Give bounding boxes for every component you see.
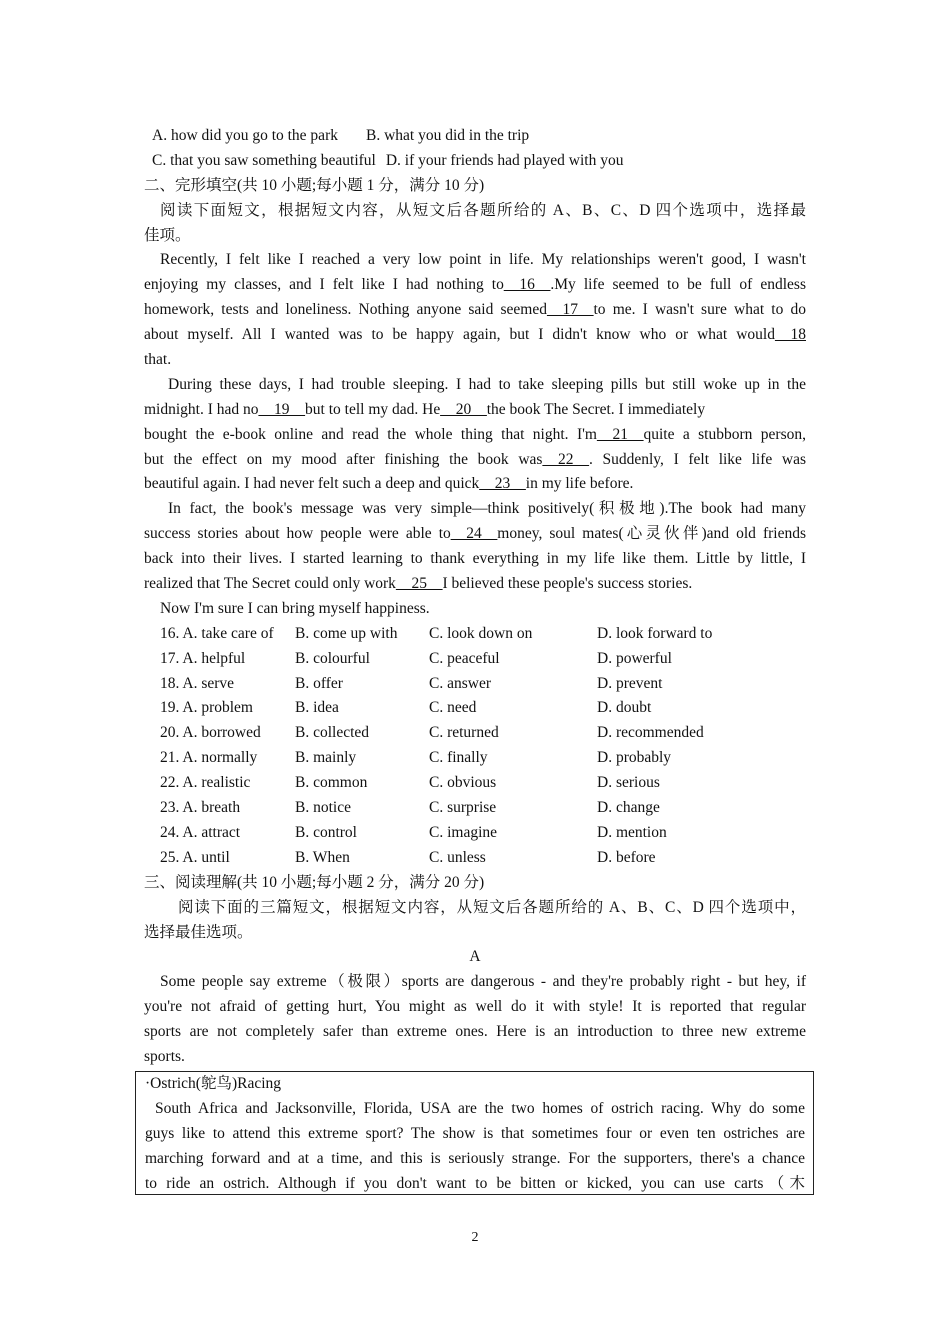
question-row xyxy=(144,746,806,771)
option-d: D. doubt xyxy=(597,699,652,717)
passage-label: A xyxy=(469,948,481,966)
blank-16: __16__ xyxy=(503,276,551,294)
text: beautiful again. I had never felt such a deep and quick xyxy=(144,475,480,493)
passage-line xyxy=(144,522,806,547)
intro-line: Some people say extreme（极限）sports are dangerous - and they're probably right - but hey, if xyxy=(160,973,806,991)
passage-line xyxy=(144,448,806,473)
section3-instruction-cont: 选择最佳选项。 xyxy=(144,923,253,941)
question-row xyxy=(144,821,806,846)
intro-line: sports. xyxy=(144,1047,185,1065)
option-d: D. before xyxy=(597,848,656,866)
option-a: 20. A. borrowed xyxy=(160,724,261,742)
option-d: D. if your friends had played with you xyxy=(385,151,624,169)
blank-19: __19__ xyxy=(258,400,306,418)
passage-line xyxy=(144,472,806,497)
passage-line xyxy=(144,398,806,423)
question-row xyxy=(144,696,806,721)
passage-line xyxy=(144,298,806,323)
box-line: guys like to attend this extreme sport? The show is that sometimes four or even ten ostriches are xyxy=(145,1124,805,1142)
passage-line xyxy=(144,273,806,298)
option-c: C. answer xyxy=(429,674,491,692)
option-a: 21. A. normally xyxy=(160,749,258,767)
option-b: B. mainly xyxy=(295,749,357,767)
blank-17: __17__ xyxy=(547,301,594,319)
option-c: C. imagine xyxy=(429,823,498,841)
option-d: D. powerful xyxy=(597,649,672,667)
text: quite a stubborn person, xyxy=(643,425,806,443)
option-c: C. peaceful xyxy=(429,649,500,667)
text: midnight. I had no xyxy=(144,400,259,418)
option-a: 19. A. problem xyxy=(160,699,253,717)
option-b: B. colourful xyxy=(295,649,370,667)
text: homework, tests and loneliness. Nothing anyone said seemed xyxy=(144,301,547,319)
question-row xyxy=(144,846,806,871)
section2-instruction-cont: 佳项。 xyxy=(144,226,191,244)
option-d: D. change xyxy=(597,799,660,817)
exam-page xyxy=(144,124,806,1070)
question-row xyxy=(144,721,806,746)
question-row xyxy=(144,771,806,796)
blank-20: __20__ xyxy=(440,400,487,418)
text: enjoying my classes, and I felt like I had nothing to xyxy=(144,276,504,294)
text: realized that The Secret could only work xyxy=(144,575,396,593)
text: bought the e-book online and read the whole thing that night. I'm xyxy=(144,425,597,443)
text: about myself. All I wanted was to be happy again, but I didn't know who or what would xyxy=(144,326,775,344)
option-b: B. control xyxy=(295,823,357,841)
passage-line: back into their lives. I started learning to thank everything in my life like them. Little by little, I xyxy=(144,550,806,568)
option-c: C. need xyxy=(429,699,477,717)
text: I believed these people's success stories. xyxy=(442,575,693,593)
option-c: C. that you saw something beautiful xyxy=(152,151,376,169)
option-b: B. common xyxy=(295,774,368,792)
blank-25: __25__ xyxy=(395,575,443,593)
section3-instruction: 阅读下面的三篇短文，根据短文内容，从短文后各题所给的 A、B、C、D 四个选项中， xyxy=(178,898,806,916)
option-d: D. serious xyxy=(597,774,660,792)
prev-options-line-2 xyxy=(144,149,806,174)
passage-line xyxy=(144,323,806,348)
ostrich-racing-box xyxy=(135,1071,814,1195)
option-d: D. prevent xyxy=(597,674,663,692)
option-d: D. look forward to xyxy=(597,624,713,642)
passage-line: Now I'm sure I can bring myself happiness. xyxy=(160,599,430,617)
option-b: B. come up with xyxy=(295,624,398,642)
question-row xyxy=(144,672,806,697)
option-a: 18. A. serve xyxy=(160,674,235,692)
text: . Suddenly, I felt like life was xyxy=(588,450,807,468)
text: success stories about how people were able to xyxy=(144,525,451,543)
blank-21: __21__ xyxy=(596,425,644,443)
blank-22: __22__ xyxy=(542,450,589,468)
option-c: C. look down on xyxy=(429,624,533,642)
prev-options-line-1 xyxy=(144,124,806,149)
page-number: 2 xyxy=(471,1230,479,1245)
option-b: B. offer xyxy=(295,674,343,692)
option-b: B. notice xyxy=(295,799,351,817)
option-d: D. mention xyxy=(597,823,667,841)
passage-line: that. xyxy=(144,351,172,369)
option-a: A. how did you go to the park xyxy=(152,127,338,144)
box-line: to ride an ostrich. Although if you don't want to be bitten or kicked, you can use carts（木 xyxy=(145,1174,805,1192)
text: money, soul mates(心灵伙伴)and old friends xyxy=(497,525,806,543)
option-c: C. obvious xyxy=(429,774,497,792)
option-a: 22. A. realistic xyxy=(160,774,251,792)
text: but the effect on my mood after finishing the book was xyxy=(144,450,543,468)
option-c: C. surprise xyxy=(429,799,497,817)
question-options-list xyxy=(144,622,806,871)
blank-24: __24__ xyxy=(450,525,498,543)
text: but to tell my dad. He xyxy=(305,400,441,418)
option-c: C. unless xyxy=(429,848,486,866)
section2-instruction: 阅读下面短文，根据短文内容，从短文后各题所给的 A、B、C、D 四个选项中，选择最 xyxy=(160,201,806,219)
intro-line: sports are not completely safer than extreme ones. Here is an introduction to three new extreme xyxy=(144,1023,806,1041)
question-row xyxy=(144,647,806,672)
text: in my life before. xyxy=(525,475,634,493)
passage-line xyxy=(144,572,806,597)
text: the book The Secret. I immediately xyxy=(486,400,706,418)
option-b: B. collected xyxy=(295,724,370,742)
option-a: 24. A. attract xyxy=(160,823,241,841)
option-d: D. probably xyxy=(597,749,672,767)
blank-18: __18 xyxy=(775,326,806,344)
blank-23: __23__ xyxy=(479,475,526,493)
option-a: 23. A. breath xyxy=(160,799,241,817)
box-line: South Africa and Jacksonville, Florida, USA are the two homes of ostrich racing. Why do some xyxy=(155,1099,805,1117)
section2-heading: 二、完形填空(共 10 小题;每小题 1 分，满分 10 分) xyxy=(144,176,485,194)
box-line: marching forward and at a time, and this is seriously strange. For the supporters, there's a chance xyxy=(145,1149,805,1167)
passage-line: During these days, I had trouble sleeping. I had to take sleeping pills but still woke up in the xyxy=(168,375,806,393)
text: .My life seemed to be full of endless xyxy=(550,276,806,294)
box-title: ·Ostrich(鸵鸟)Racing xyxy=(145,1075,282,1092)
option-d: D. recommended xyxy=(597,724,704,742)
option-b: B. idea xyxy=(295,699,339,717)
intro-line: you're not afraid of getting hurt, You might as well do it with style! It is reported that regular xyxy=(144,998,806,1016)
option-c: C. finally xyxy=(429,749,488,767)
option-a: 25. A. until xyxy=(160,848,230,866)
option-a: 16. A. take care of xyxy=(160,624,274,642)
section3-heading: 三、阅读理解(共 10 小题;每小题 2 分，满分 20 分) xyxy=(144,873,485,891)
question-row xyxy=(144,796,806,821)
option-b: B. what you did in the trip xyxy=(365,127,530,144)
passage-line: In fact, the book's message was very simple—think positively(积极地).The book had many xyxy=(168,500,806,518)
option-c: C. returned xyxy=(429,724,499,742)
option-a: 17. A. helpful xyxy=(160,649,246,667)
question-row xyxy=(144,622,806,647)
passage-line xyxy=(144,423,806,448)
option-b: B. When xyxy=(295,848,350,866)
text: to me. I wasn't sure what to do xyxy=(593,301,807,319)
passage-line: Recently, I felt like I reached a very low point in life. My relationships weren't good, I wasn't xyxy=(160,251,806,269)
